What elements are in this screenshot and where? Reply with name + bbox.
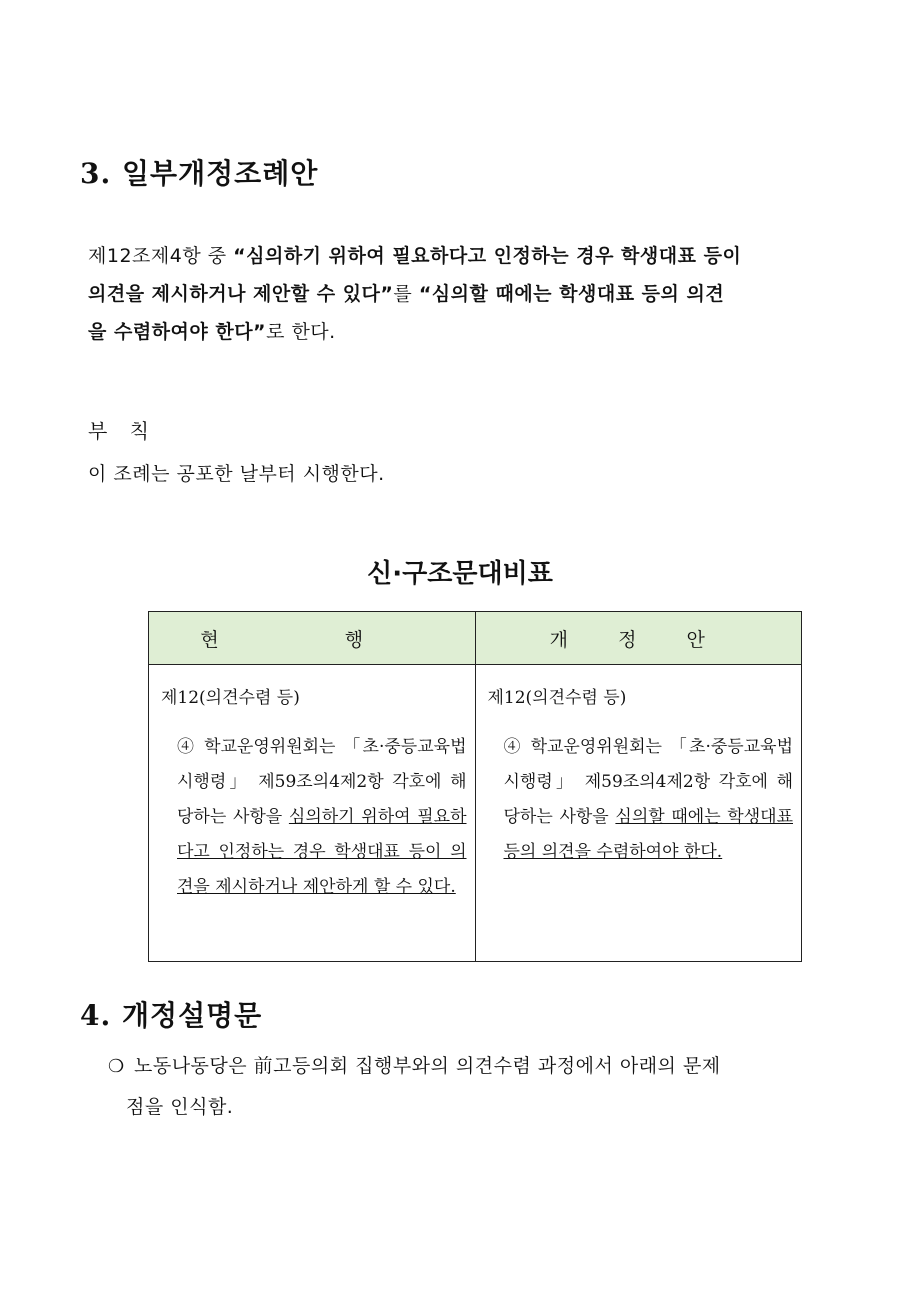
hollow-circle-icon: ❍ [108,1056,125,1077]
current-clause-underlined: 심의하기 위하여 필요하다고 인정하는 경우 학생대표 등이 의견을 제시하거나 제안하게 할 수 있다. [177,807,467,897]
amendment-paragraph [88,237,833,351]
amendment-clause-plain: ④ 학교운영위원회는 「초·중등교육법 시행령」 제59조의4제2항 각호에 해당하는 사항을 [503,737,793,827]
comparison-header-row [149,612,802,665]
section3-heading: 3. 일부개정조례안 [80,157,319,190]
current-text-cell [149,665,476,962]
amendment-line1-bold: “심의하기 위하여 필요하다고 인정하는 경우 학생대표 등이 [233,245,742,267]
current-article-title: 제12(의견수렴 등) [161,688,300,708]
comparison-body-row [149,665,802,962]
amendment-line2-mid: 를 [393,283,419,305]
column-header-current: 현 행 [149,612,476,665]
amendment-line3-bold: 을 수렴하여야 한다” [88,321,267,343]
amendment-line3-post: 로 한다. [266,321,336,343]
amendment-line2-bold-b: “심의할 때에는 학생대표 등의 의견 [418,283,725,305]
amendment-text-cell [475,665,802,962]
addendum-text: 이 조례는 공포한 날부터 시행한다. [88,463,385,485]
amendment-article-title: 제12(의견수렴 등) [487,688,627,708]
amendment-clause-underlined: 심의할 때에는 학생대표 등의 의견을 수렴하여야 한다. [503,807,793,862]
bullet-line1: 노동나동당은 前고등의회 집행부와의 의견수렴 과정에서 아래의 문제 [134,1055,721,1077]
amendment-clause [504,730,794,870]
comparison-table [148,611,802,962]
section4-heading: 4. 개정설명문 [80,999,263,1032]
current-clause-plain: ④ 학교운영위원회는 「초·중등교육법 시행령」 제59조의4제2항 각호에 해당하는 사항을 [177,737,467,827]
amendment-line2-bold-a: 의견을 제시하거나 제안할 수 있다” [88,283,394,305]
current-clause [177,730,467,905]
bullet-line2: 점을 인식함. [126,1096,234,1118]
amendment-line1-pre: 제12조제4항 중 [88,245,234,267]
addendum-heading: 부 칙 [88,419,157,443]
comparison-table-title: 신·구조문대비표 [367,559,553,589]
column-header-amendment: 개 정 안 [475,612,802,665]
explanation-bullet [108,1046,833,1127]
